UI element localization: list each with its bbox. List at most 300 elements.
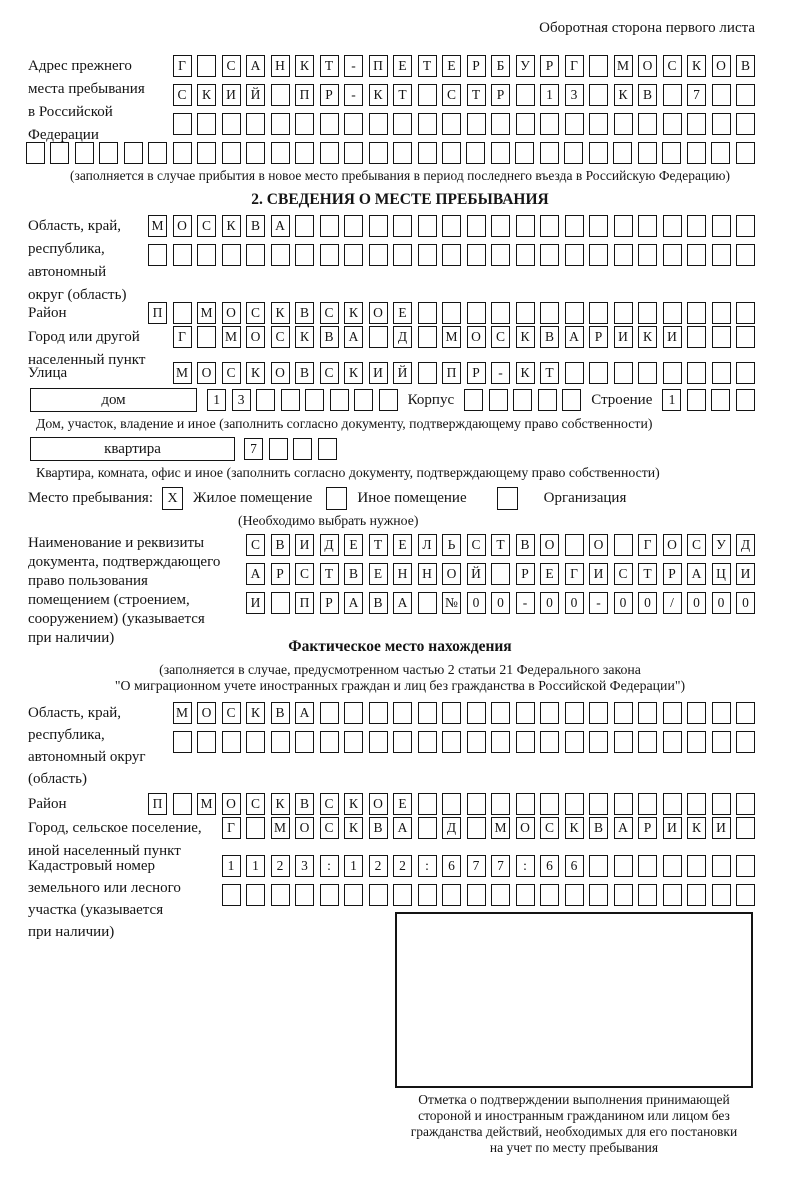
char-box[interactable] [246, 142, 265, 164]
char-box[interactable] [540, 731, 559, 753]
char-box[interactable] [589, 793, 608, 815]
char-box[interactable] [489, 389, 508, 411]
char-box[interactable] [442, 142, 461, 164]
char-box[interactable]: 2 [393, 855, 412, 877]
char-box[interactable]: В [295, 302, 314, 324]
char-box[interactable] [344, 215, 363, 237]
char-box[interactable] [467, 731, 486, 753]
char-box[interactable]: Т [393, 84, 412, 106]
char-box[interactable]: А [565, 326, 584, 348]
char-box[interactable] [305, 389, 324, 411]
char-box[interactable] [418, 817, 437, 839]
char-box[interactable]: И [736, 563, 755, 585]
char-box[interactable]: 1 [662, 389, 681, 411]
char-box[interactable] [466, 142, 485, 164]
char-box[interactable]: М [173, 702, 192, 724]
char-box[interactable] [663, 731, 682, 753]
char-box[interactable] [491, 302, 510, 324]
char-box[interactable] [565, 702, 584, 724]
char-box[interactable] [418, 302, 437, 324]
char-box[interactable] [663, 793, 682, 815]
char-box[interactable] [712, 244, 731, 266]
char-box[interactable]: В [369, 592, 388, 614]
char-box[interactable] [565, 793, 584, 815]
char-box[interactable] [271, 731, 290, 753]
char-box[interactable] [516, 215, 535, 237]
char-box[interactable]: Е [393, 55, 412, 77]
char-box[interactable]: 2 [271, 855, 290, 877]
char-box[interactable]: О [516, 817, 535, 839]
char-box[interactable] [589, 884, 608, 906]
char-box[interactable]: К [271, 302, 290, 324]
char-box[interactable] [638, 362, 657, 384]
char-box[interactable] [736, 84, 755, 106]
char-box[interactable] [330, 389, 349, 411]
char-box[interactable] [638, 142, 657, 164]
char-box[interactable]: 0 [712, 592, 731, 614]
char-box[interactable]: И [295, 534, 314, 556]
char-box[interactable]: И [369, 362, 388, 384]
char-box[interactable] [418, 731, 437, 753]
char-box[interactable]: Т [320, 55, 339, 77]
char-box[interactable] [712, 731, 731, 753]
char-box[interactable]: П [369, 55, 388, 77]
char-box[interactable] [467, 817, 486, 839]
char-box[interactable]: К [222, 215, 241, 237]
char-box[interactable] [712, 302, 731, 324]
char-box[interactable]: С [295, 563, 314, 585]
char-box[interactable]: О [197, 702, 216, 724]
char-box[interactable]: С [320, 302, 339, 324]
char-box[interactable] [197, 326, 216, 348]
char-box[interactable] [540, 793, 559, 815]
char-box[interactable]: Р [467, 55, 486, 77]
char-box[interactable] [197, 731, 216, 753]
char-box[interactable] [614, 215, 633, 237]
char-box[interactable]: Г [565, 563, 584, 585]
char-box[interactable]: 1 [540, 84, 559, 106]
char-box[interactable]: В [320, 326, 339, 348]
char-box[interactable] [687, 362, 706, 384]
char-box[interactable] [712, 215, 731, 237]
char-box[interactable] [589, 142, 608, 164]
char-box[interactable] [565, 534, 584, 556]
char-box[interactable] [281, 389, 300, 411]
char-box[interactable] [369, 244, 388, 266]
char-box[interactable]: С [491, 326, 510, 348]
char-box[interactable]: 0 [638, 592, 657, 614]
char-box[interactable] [540, 244, 559, 266]
char-box[interactable]: Т [418, 55, 437, 77]
char-box[interactable] [638, 702, 657, 724]
char-box[interactable]: С [467, 534, 486, 556]
char-box[interactable] [344, 731, 363, 753]
char-box[interactable]: О [589, 534, 608, 556]
char-box[interactable] [393, 702, 412, 724]
char-box[interactable]: Л [418, 534, 437, 556]
char-box[interactable]: Р [540, 55, 559, 77]
char-box[interactable] [589, 244, 608, 266]
char-box[interactable]: К [344, 817, 363, 839]
char-box[interactable] [687, 302, 706, 324]
char-box[interactable]: С [540, 817, 559, 839]
char-box[interactable] [736, 244, 755, 266]
char-box[interactable]: П [295, 592, 314, 614]
char-box[interactable] [318, 438, 337, 460]
char-box[interactable]: Й [467, 563, 486, 585]
char-box[interactable] [369, 215, 388, 237]
char-box[interactable]: 7 [491, 855, 510, 877]
char-box[interactable]: О [369, 302, 388, 324]
char-box[interactable] [638, 244, 657, 266]
char-box[interactable]: О [173, 215, 192, 237]
char-box[interactable]: С [320, 362, 339, 384]
char-box[interactable] [614, 855, 633, 877]
char-box[interactable]: С [222, 362, 241, 384]
char-box[interactable]: Г [173, 326, 192, 348]
char-box[interactable]: С [222, 55, 241, 77]
char-box[interactable]: В [736, 55, 755, 77]
char-box[interactable] [663, 244, 682, 266]
char-box[interactable] [540, 302, 559, 324]
char-box[interactable] [565, 215, 584, 237]
char-box[interactable]: К [344, 302, 363, 324]
char-box[interactable]: 0 [491, 592, 510, 614]
char-box[interactable] [344, 244, 363, 266]
char-box[interactable] [418, 113, 437, 135]
char-box[interactable]: Т [467, 84, 486, 106]
char-box[interactable]: С [442, 84, 461, 106]
char-box[interactable]: И [222, 84, 241, 106]
char-box[interactable] [393, 244, 412, 266]
char-box[interactable] [663, 362, 682, 384]
char-box[interactable] [589, 302, 608, 324]
char-box[interactable] [589, 55, 608, 77]
char-box[interactable]: В [369, 817, 388, 839]
char-box[interactable] [222, 884, 241, 906]
char-box[interactable] [540, 702, 559, 724]
char-box[interactable] [271, 884, 290, 906]
char-box[interactable]: В [246, 215, 265, 237]
char-box[interactable] [687, 326, 706, 348]
char-box[interactable]: М [197, 793, 216, 815]
char-box[interactable]: Б [491, 55, 510, 77]
char-box[interactable]: 0 [736, 592, 755, 614]
char-box[interactable]: С [246, 534, 265, 556]
char-box[interactable] [269, 438, 288, 460]
char-box[interactable] [736, 142, 755, 164]
char-box[interactable] [687, 731, 706, 753]
char-box[interactable] [736, 855, 755, 877]
char-box[interactable] [320, 215, 339, 237]
char-box[interactable] [638, 884, 657, 906]
char-box[interactable] [736, 302, 755, 324]
char-box[interactable] [491, 702, 510, 724]
char-box[interactable]: М [222, 326, 241, 348]
char-box[interactable] [271, 113, 290, 135]
char-box[interactable]: К [295, 326, 314, 348]
char-box[interactable] [712, 793, 731, 815]
char-box[interactable]: - [491, 362, 510, 384]
char-box[interactable]: К [246, 702, 265, 724]
char-box[interactable]: А [687, 563, 706, 585]
char-box[interactable]: : [320, 855, 339, 877]
char-box[interactable]: С [246, 302, 265, 324]
char-box[interactable] [516, 244, 535, 266]
char-box[interactable] [515, 142, 534, 164]
char-box[interactable]: О [369, 793, 388, 815]
char-box[interactable]: К [271, 793, 290, 815]
char-box[interactable]: Г [222, 817, 241, 839]
char-box[interactable] [736, 731, 755, 753]
char-box[interactable]: - [516, 592, 535, 614]
char-box[interactable] [736, 215, 755, 237]
char-box[interactable] [418, 884, 437, 906]
char-box[interactable] [562, 389, 581, 411]
char-box[interactable]: У [516, 55, 535, 77]
char-box[interactable] [418, 702, 437, 724]
char-box[interactable] [344, 142, 363, 164]
char-box[interactable]: Р [516, 563, 535, 585]
char-box[interactable] [663, 702, 682, 724]
char-box[interactable]: Д [736, 534, 755, 556]
stay-type-checkbox-residential[interactable]: X [162, 487, 183, 510]
char-box[interactable] [197, 113, 216, 135]
char-box[interactable] [687, 244, 706, 266]
char-box[interactable] [687, 702, 706, 724]
char-box[interactable] [256, 389, 275, 411]
char-box[interactable] [393, 113, 412, 135]
char-box[interactable]: Е [393, 302, 412, 324]
char-box[interactable]: Н [418, 563, 437, 585]
char-box[interactable]: Н [393, 563, 412, 585]
char-box[interactable] [393, 731, 412, 753]
char-box[interactable] [418, 142, 437, 164]
char-box[interactable] [197, 55, 216, 77]
char-box[interactable]: 1 [207, 389, 226, 411]
char-box[interactable]: Р [663, 563, 682, 585]
char-box[interactable]: П [295, 84, 314, 106]
char-box[interactable] [589, 215, 608, 237]
char-box[interactable] [442, 302, 461, 324]
char-box[interactable] [295, 244, 314, 266]
char-box[interactable] [320, 142, 339, 164]
char-box[interactable]: № [442, 592, 461, 614]
char-box[interactable]: М [173, 362, 192, 384]
char-box[interactable] [736, 389, 755, 411]
char-box[interactable]: О [638, 55, 657, 77]
char-box[interactable] [638, 215, 657, 237]
char-box[interactable] [687, 142, 706, 164]
char-box[interactable]: К [344, 362, 363, 384]
char-box[interactable]: С [222, 702, 241, 724]
char-box[interactable]: В [589, 817, 608, 839]
char-box[interactable] [442, 731, 461, 753]
char-box[interactable] [173, 142, 192, 164]
char-box[interactable]: А [246, 55, 265, 77]
char-box[interactable]: В [295, 793, 314, 815]
char-box[interactable]: Е [442, 55, 461, 77]
char-box[interactable]: К [369, 84, 388, 106]
char-box[interactable] [295, 113, 314, 135]
char-box[interactable] [613, 142, 632, 164]
char-box[interactable] [418, 362, 437, 384]
char-box[interactable]: А [344, 326, 363, 348]
char-box[interactable]: Р [271, 563, 290, 585]
char-box[interactable] [393, 215, 412, 237]
char-box[interactable]: О [271, 362, 290, 384]
char-box[interactable]: С [663, 55, 682, 77]
char-box[interactable]: В [344, 563, 363, 585]
char-box[interactable] [712, 362, 731, 384]
char-box[interactable] [344, 113, 363, 135]
char-box[interactable]: - [344, 55, 363, 77]
char-box[interactable]: С [614, 563, 633, 585]
char-box[interactable]: И [712, 817, 731, 839]
char-box[interactable] [736, 326, 755, 348]
char-box[interactable]: 0 [565, 592, 584, 614]
char-box[interactable] [516, 113, 535, 135]
char-box[interactable]: Е [393, 534, 412, 556]
char-box[interactable]: Е [344, 534, 363, 556]
char-box[interactable] [712, 113, 731, 135]
char-box[interactable] [246, 884, 265, 906]
char-box[interactable]: К [565, 817, 584, 839]
char-box[interactable] [197, 244, 216, 266]
char-box[interactable]: Т [638, 563, 657, 585]
char-box[interactable] [540, 142, 559, 164]
char-box[interactable] [491, 244, 510, 266]
char-box[interactable] [687, 389, 706, 411]
char-box[interactable]: К [614, 84, 633, 106]
char-box[interactable] [565, 731, 584, 753]
char-box[interactable]: И [663, 326, 682, 348]
char-box[interactable] [222, 113, 241, 135]
char-box[interactable] [736, 817, 755, 839]
char-box[interactable] [173, 113, 192, 135]
char-box[interactable] [418, 215, 437, 237]
char-box[interactable]: В [638, 84, 657, 106]
char-box[interactable]: О [197, 362, 216, 384]
char-box[interactable]: - [589, 592, 608, 614]
char-box[interactable]: О [222, 793, 241, 815]
char-box[interactable]: И [663, 817, 682, 839]
char-box[interactable]: Р [320, 84, 339, 106]
char-box[interactable]: К [344, 793, 363, 815]
char-box[interactable] [442, 702, 461, 724]
char-box[interactable] [369, 702, 388, 724]
char-box[interactable] [614, 113, 633, 135]
char-box[interactable] [295, 215, 314, 237]
char-box[interactable]: В [540, 326, 559, 348]
char-box[interactable] [589, 731, 608, 753]
char-box[interactable] [467, 113, 486, 135]
char-box[interactable] [467, 702, 486, 724]
char-box[interactable] [369, 884, 388, 906]
char-box[interactable]: С [173, 84, 192, 106]
char-box[interactable]: М [614, 55, 633, 77]
char-box[interactable]: В [271, 702, 290, 724]
char-box[interactable]: С [687, 534, 706, 556]
char-box[interactable] [736, 113, 755, 135]
char-box[interactable]: К [687, 817, 706, 839]
char-box[interactable]: 0 [540, 592, 559, 614]
char-box[interactable] [467, 302, 486, 324]
stay-type-checkbox-organization[interactable] [497, 487, 518, 510]
char-box[interactable]: 1 [344, 855, 363, 877]
char-box[interactable] [565, 302, 584, 324]
char-box[interactable] [271, 244, 290, 266]
char-box[interactable]: О [246, 326, 265, 348]
char-box[interactable] [589, 84, 608, 106]
char-box[interactable]: Т [491, 534, 510, 556]
char-box[interactable] [513, 389, 532, 411]
char-box[interactable] [491, 142, 510, 164]
char-box[interactable]: 6 [540, 855, 559, 877]
char-box[interactable] [540, 884, 559, 906]
char-box[interactable] [712, 855, 731, 877]
char-box[interactable]: О [442, 563, 461, 585]
char-box[interactable] [393, 142, 412, 164]
stay-type-checkbox-other[interactable] [326, 487, 347, 510]
char-box[interactable] [354, 389, 373, 411]
char-box[interactable] [663, 84, 682, 106]
char-box[interactable]: К [295, 55, 314, 77]
char-box[interactable]: 1 [222, 855, 241, 877]
char-box[interactable]: О [663, 534, 682, 556]
char-box[interactable]: : [418, 855, 437, 877]
char-box[interactable]: 6 [442, 855, 461, 877]
char-box[interactable]: Р [491, 84, 510, 106]
char-box[interactable]: К [687, 55, 706, 77]
char-box[interactable] [344, 702, 363, 724]
char-box[interactable]: К [246, 362, 265, 384]
char-box[interactable]: С [197, 215, 216, 237]
char-box[interactable] [271, 142, 290, 164]
char-box[interactable] [173, 302, 192, 324]
char-box[interactable] [418, 84, 437, 106]
char-box[interactable] [614, 793, 633, 815]
char-box[interactable] [464, 389, 483, 411]
char-box[interactable] [589, 855, 608, 877]
char-box[interactable] [148, 142, 167, 164]
char-box[interactable]: К [197, 84, 216, 106]
char-box[interactable]: Ь [442, 534, 461, 556]
char-box[interactable] [516, 884, 535, 906]
char-box[interactable] [222, 731, 241, 753]
char-box[interactable] [491, 793, 510, 815]
char-box[interactable]: 3 [232, 389, 251, 411]
char-box[interactable] [491, 884, 510, 906]
char-box[interactable]: У [712, 534, 731, 556]
char-box[interactable]: В [271, 534, 290, 556]
char-box[interactable] [565, 884, 584, 906]
char-box[interactable]: Д [320, 534, 339, 556]
char-box[interactable] [687, 113, 706, 135]
char-box[interactable]: Й [393, 362, 412, 384]
char-box[interactable] [540, 215, 559, 237]
char-box[interactable] [736, 793, 755, 815]
char-box[interactable] [295, 142, 314, 164]
char-box[interactable] [736, 702, 755, 724]
char-box[interactable] [491, 563, 510, 585]
char-box[interactable]: С [271, 326, 290, 348]
char-box[interactable] [442, 215, 461, 237]
char-box[interactable]: О [222, 302, 241, 324]
char-box[interactable] [442, 884, 461, 906]
char-box[interactable] [663, 302, 682, 324]
char-box[interactable] [663, 215, 682, 237]
